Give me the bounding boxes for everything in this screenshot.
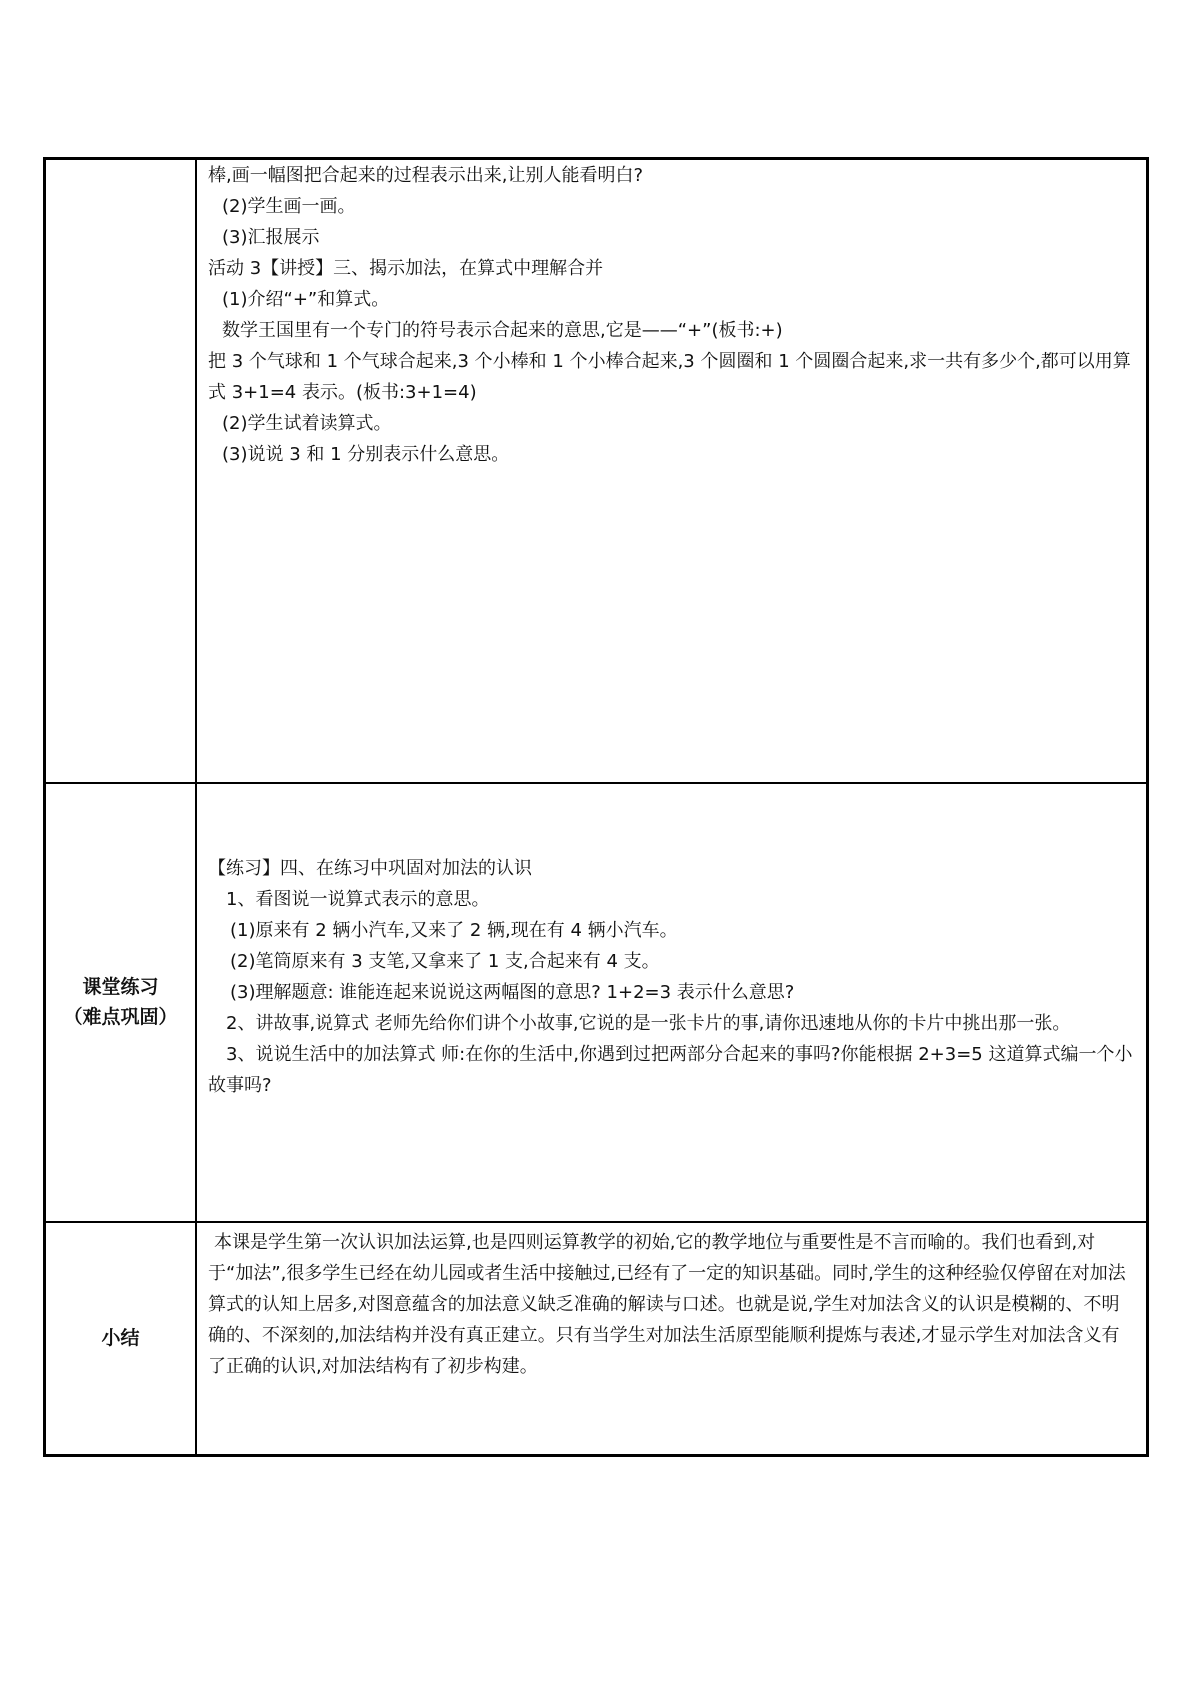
content-line: 1、看图说一说算式表示的意思。	[226, 888, 490, 910]
content-line: 2、讲故事,说算式 老师先给你们讲个小故事,它说的是一张卡片的事,请你迅速地从你的卡片中挑出那一张。	[226, 1012, 1071, 1034]
content-line: 数学王国里有一个专门的符号表示合起来的意思,它是——“+”(板书:+)	[222, 320, 783, 341]
content-line: 【练习】四、在练习中巩固对加法的认识	[208, 857, 532, 879]
row-label-cell	[45, 1222, 197, 1456]
summary-paragraph: 本课是学生第一次认识加法运算,也是四则运算教学的初始,它的教学地位与重要性是不言而喻的。我们也看到,对于“加法”,很多学生已经在幼儿园或者生活中接触过,已经有了一定的知识基础。同时,学生的这种经验仅停留在对加法算式的认知上居多,对图意蕴含的加法意义缺乏准确的解读与口述。也就是说,学生对加法含义的认识是模糊的、不明确的、不深刻的,加法结构并没有真正建立。只有当学生对加法生活原型能顺利提炼与表述,才显示学生对加法含义有了正确的认识,对加法结构有了初步构建。	[208, 1231, 1126, 1377]
content-line: 把 3 个气球和 1 个气球合起来,3 个小棒和 1 个小棒合起来,3 个圆圈和 1 个圆圈合起来,求一共有多少个,都可以用算式 3+1=4 表示。(板书:3+1=4)	[208, 351, 1131, 403]
row-label-cell	[45, 783, 197, 1222]
table-row-activities	[45, 159, 1148, 783]
content-line: (2)学生画一画。	[222, 196, 356, 217]
lesson-plan-table	[43, 157, 1149, 1457]
row-label: 课堂练习	[82, 976, 159, 998]
content-line: (1)介绍“+”和算式。	[222, 289, 390, 310]
row-sublabel: （难点巩固）	[63, 1006, 178, 1028]
row-content	[197, 160, 1146, 470]
row-content-cell	[196, 1222, 1148, 1456]
content-line: 棒,画一幅图把合起来的过程表示出来,让别人能看明白?	[208, 165, 643, 186]
content-line: (3)理解题意: 谁能连起来说说这两幅图的意思? 1+2=3 表示什么意思?	[230, 981, 795, 1003]
content-line: (3)汇报展示	[222, 227, 320, 248]
content-line: (1)原来有 2 辆小汽车,又来了 2 辆,现在有 4 辆小汽车。	[230, 919, 678, 941]
row-content	[197, 1223, 1146, 1382]
content-line: 活动 3【讲授】三、揭示加法，在算式中理解合并	[208, 258, 604, 279]
table-row-summary	[45, 1222, 1148, 1456]
row-content-cell	[196, 159, 1148, 783]
row-label: 小结	[101, 1327, 140, 1350]
content-line: (3)说说 3 和 1 分别表示什么意思。	[222, 444, 510, 465]
content-line: 3、说说生活中的加法算式 师:在你的生活中,你遇到过把两部分合起来的事吗?你能根据 2+3=5 这道算式编一个小故事吗?	[208, 1043, 1133, 1096]
row-content	[197, 784, 1146, 1101]
content-line: (2)笔筒原来有 3 支笔,又拿来了 1 支,合起来有 4 支。	[230, 950, 660, 972]
table-row-practice	[45, 783, 1148, 1222]
content-line: (2)学生试着读算式。	[222, 413, 392, 434]
row-content-cell	[196, 783, 1148, 1222]
row-label-cell	[45, 159, 197, 783]
